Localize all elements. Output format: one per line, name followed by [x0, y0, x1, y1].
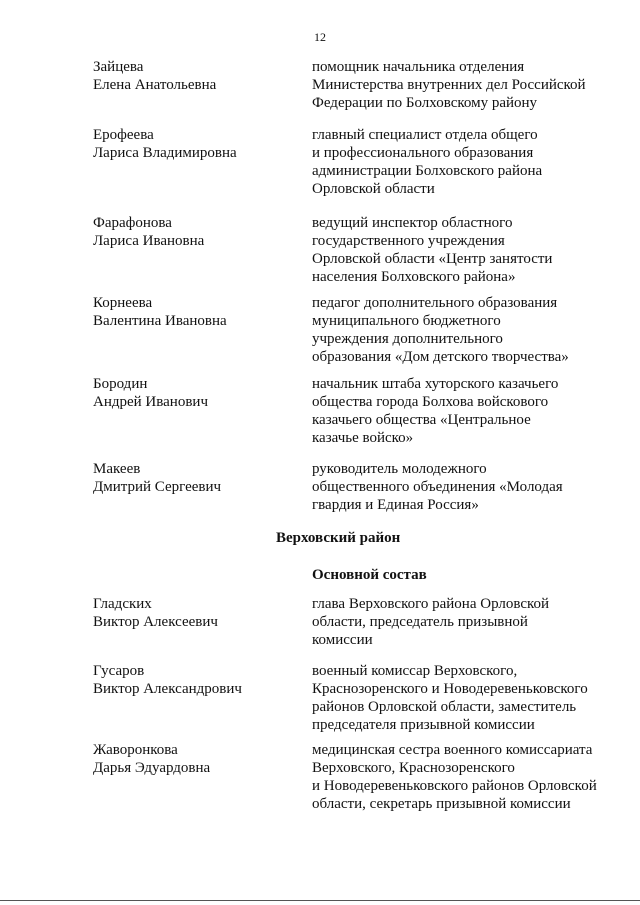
member-role	[312, 595, 612, 649]
role-line: Орловской области «Центр занятости	[312, 251, 553, 267]
role-line: Министерства внутренних дел Российской	[312, 77, 586, 93]
role-line: педагог дополнительного образования	[312, 295, 558, 311]
surname: Зайцева	[93, 59, 144, 75]
section-subheading: Основной состав	[312, 567, 427, 583]
role-line: гвардия и Единая Россия»	[312, 497, 479, 513]
given-names: Виктор Алексеевич	[93, 614, 218, 630]
given-names: Елена Анатольевна	[93, 77, 217, 93]
member-role	[312, 214, 612, 286]
member-name	[93, 375, 293, 411]
surname: Бородин	[93, 376, 148, 392]
role-line: муниципального бюджетного	[312, 313, 501, 329]
role-line: глава Верховского района Орловской	[312, 596, 550, 612]
member-role	[312, 662, 612, 734]
member-name	[93, 662, 293, 698]
given-names: Андрей Иванович	[93, 394, 208, 410]
given-names: Лариса Владимировна	[93, 145, 237, 161]
role-line: комиссии	[312, 632, 373, 648]
role-line: области, председатель призывной	[312, 614, 528, 630]
surname: Ерофеева	[93, 127, 154, 143]
role-line: государственного учреждения	[312, 233, 505, 249]
role-line: районов Орловской области, заместитель	[312, 699, 577, 715]
role-line: казачьего общества «Центральное	[312, 412, 531, 428]
role-line: председателя призывной комиссии	[312, 717, 535, 733]
role-line: казачье войско»	[312, 430, 414, 446]
page-bottom-rule	[0, 900, 640, 901]
member-role	[312, 126, 612, 198]
page-number: 12	[314, 30, 326, 44]
member-role	[312, 375, 612, 447]
given-names: Валентина Ивановна	[93, 313, 227, 329]
role-line: Орловской области	[312, 181, 435, 197]
role-line: военный комиссар Верховского,	[312, 663, 518, 679]
role-line: Верховского, Краснозоренского	[312, 760, 515, 776]
role-line: и Новодеревеньковского районов Орловской	[312, 778, 597, 794]
role-line: медицинская сестра военного комиссариата	[312, 742, 593, 758]
given-names: Дмитрий Сергеевич	[93, 479, 222, 495]
surname: Жаворонкова	[93, 742, 178, 758]
role-line: и профессионального образования	[312, 145, 534, 161]
member-role	[312, 294, 612, 366]
role-line: помощник начальника отделения	[312, 59, 525, 75]
member-name	[93, 460, 293, 496]
role-line: главный специалист отдела общего	[312, 127, 538, 143]
member-role	[312, 460, 612, 514]
member-name	[93, 595, 293, 631]
given-names: Виктор Александрович	[93, 681, 242, 697]
member-role	[312, 741, 612, 813]
member-name	[93, 126, 293, 162]
given-names: Лариса Ивановна	[93, 233, 205, 249]
role-line: ведущий инспектор областного	[312, 215, 513, 231]
surname: Гладских	[93, 596, 152, 612]
member-name	[93, 58, 293, 94]
role-line: общественного объединения «Молодая	[312, 479, 563, 495]
role-line: населения Болховского района»	[312, 269, 516, 285]
role-line: области, секретарь призывной комиссии	[312, 796, 571, 812]
given-names: Дарья Эдуардовна	[93, 760, 211, 776]
role-line: образования «Дом детского творчества»	[312, 349, 569, 365]
role-line: Федерации по Болховскому району	[312, 95, 538, 111]
surname: Гусаров	[93, 663, 145, 679]
role-line: начальник штаба хуторского казачьего	[312, 376, 559, 392]
member-name	[93, 214, 293, 250]
member-name	[93, 294, 293, 330]
role-line: Краснозоренского и Новодеревеньковского	[312, 681, 588, 697]
surname: Фарафонова	[93, 215, 172, 231]
member-name	[93, 741, 293, 777]
role-line: руководитель молодежного	[312, 461, 487, 477]
member-role	[312, 58, 612, 112]
role-line: учреждения дополнительного	[312, 331, 503, 347]
role-line: общества города Болхова войскового	[312, 394, 549, 410]
role-line: администрации Болховского района	[312, 163, 543, 179]
district-heading: Верховский район	[276, 530, 401, 546]
surname: Корнеева	[93, 295, 153, 311]
surname: Макеев	[93, 461, 141, 477]
